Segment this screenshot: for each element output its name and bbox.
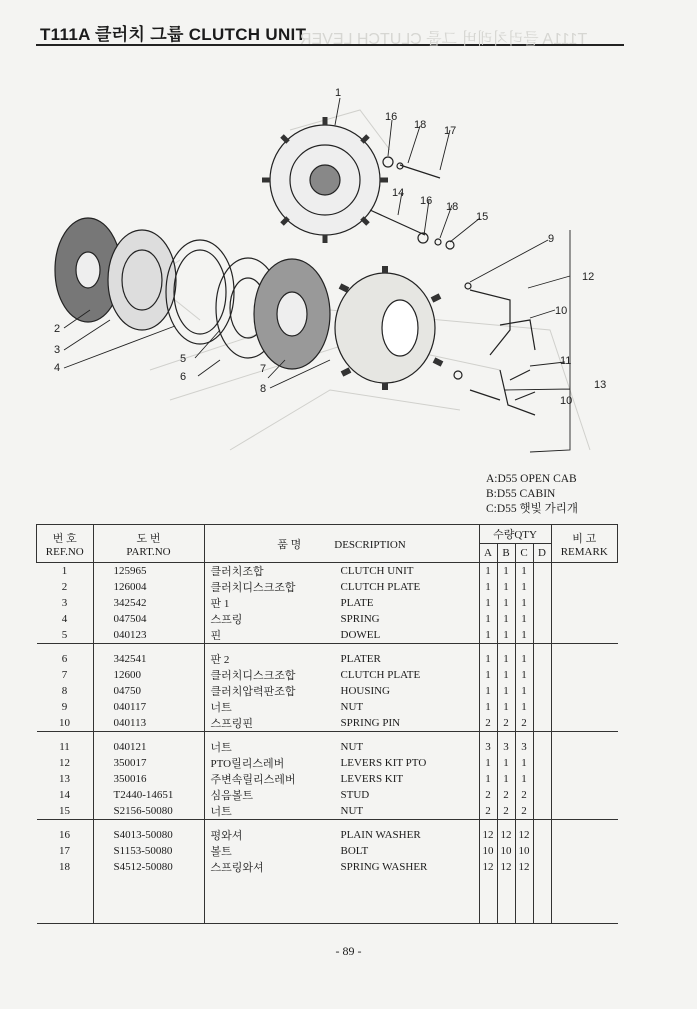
cell-b: 1	[497, 579, 515, 595]
header-qty-b: B	[497, 544, 515, 563]
cell-remark	[551, 611, 618, 627]
cell-a: 1	[479, 667, 497, 683]
cell-kor: 주변속릴리스레버	[210, 774, 296, 786]
callout-16a: 16	[385, 111, 398, 123]
cell-part: 350016	[93, 771, 204, 787]
cell-kor: 심음볼트	[210, 790, 254, 802]
header-description: 품 명 DESCRIPTION	[204, 525, 479, 563]
cell-c: 1	[515, 563, 533, 580]
cell-kor: 클러치디스크조합	[210, 582, 296, 594]
cell-desc: LEVERS KIT PTO	[339, 755, 480, 771]
cell-remark	[551, 771, 618, 787]
callout-12: 12	[582, 271, 595, 283]
cell-part: 040117	[93, 699, 204, 715]
table-filler-row	[37, 875, 618, 924]
cell-ref: 8	[37, 683, 94, 699]
cell-d	[533, 579, 551, 595]
cell-ref: 16	[37, 820, 94, 844]
cell-remark	[551, 803, 618, 820]
cell-b: 12	[497, 859, 515, 875]
cell-kor: 너트	[210, 742, 232, 754]
table-row	[37, 699, 618, 715]
cell-ref: 1	[37, 563, 94, 580]
cell-d	[533, 755, 551, 771]
cell-remark	[551, 715, 618, 732]
cell-desc: NUT	[339, 732, 480, 756]
cell-d	[533, 771, 551, 787]
cell-c: 12	[515, 820, 533, 844]
cell-d	[533, 787, 551, 803]
cell-kor: 클러치디스크조합	[210, 670, 296, 682]
cell-c: 2	[515, 803, 533, 820]
cell-ref: 17	[37, 843, 94, 859]
cell-kor: 평와셔	[210, 830, 243, 842]
legend-item-a: A:D55 OPEN CAB	[486, 473, 577, 485]
table-row	[37, 627, 618, 644]
cell-remark	[551, 595, 618, 611]
clutch-exploded-diagram	[30, 70, 630, 470]
cell-kor: 판 1	[210, 598, 230, 610]
cell-ref: 5	[37, 627, 94, 644]
cell-ref: 11	[37, 732, 94, 756]
cell-b: 2	[497, 803, 515, 820]
cell-kor: 클러치조합	[210, 566, 264, 578]
cell-ref: 13	[37, 771, 94, 787]
cell-b: 10	[497, 843, 515, 859]
callout-8: 8	[260, 383, 267, 395]
cell-d	[533, 683, 551, 699]
cell-a: 12	[479, 820, 497, 844]
cell-a: 10	[479, 843, 497, 859]
table-row	[37, 732, 618, 756]
cell-desc: PLATER	[339, 644, 480, 668]
callout-4: 4	[54, 362, 61, 374]
callout-7: 7	[260, 363, 267, 375]
cell-a: 1	[479, 579, 497, 595]
cell-a: 1	[479, 595, 497, 611]
table-row	[37, 579, 618, 595]
cell-kor: 클러치압력판조합	[210, 686, 296, 698]
callout-5: 5	[180, 353, 187, 365]
cell-part: 040123	[93, 627, 204, 644]
cell-ref: 9	[37, 699, 94, 715]
cell-b: 3	[497, 732, 515, 756]
cell-d	[533, 595, 551, 611]
cell-remark	[551, 820, 618, 844]
table-row	[37, 859, 618, 875]
cell-remark	[551, 563, 618, 580]
cell-desc: NUT	[339, 699, 480, 715]
cell-remark	[551, 699, 618, 715]
cell-a: 1	[479, 755, 497, 771]
cell-part: 350017	[93, 755, 204, 771]
cell-kor: 스프링와셔	[210, 862, 264, 874]
cell-b: 1	[497, 563, 515, 580]
cell-remark	[551, 683, 618, 699]
cell-c: 1	[515, 644, 533, 668]
cell-a: 1	[479, 563, 497, 580]
cell-c: 2	[515, 787, 533, 803]
cell-kor: 스프링	[210, 614, 243, 626]
cell-remark	[551, 627, 618, 644]
cell-b: 1	[497, 771, 515, 787]
callout-16b: 16	[420, 195, 433, 207]
part-12-pto-lever	[470, 290, 510, 355]
cell-ref: 12	[37, 755, 94, 771]
cell-part: S4013-50080	[93, 820, 204, 844]
cell-kor: 스프링핀	[204, 715, 339, 732]
callout-11: 11	[560, 355, 572, 367]
callout-18a: 18	[414, 119, 427, 131]
cell-b: 2	[497, 787, 515, 803]
cell-desc: SPRING	[339, 611, 480, 627]
cell-c: 1	[515, 683, 533, 699]
cell-desc: DOWEL	[339, 627, 480, 644]
cell-ref: 4	[37, 611, 94, 627]
table-row	[37, 803, 618, 820]
header-remark: 비 고 REMARK	[551, 525, 618, 563]
cell-a: 1	[479, 644, 497, 668]
bleed-through-title: T111A 클러치레버 그룹 CLUTCH LEVER	[300, 31, 588, 48]
table-row	[37, 787, 618, 803]
cell-remark	[551, 644, 618, 668]
cell-a: 1	[479, 611, 497, 627]
cell-part: S1153-50080	[93, 843, 204, 859]
cell-desc: STUD	[339, 787, 480, 803]
cell-d	[533, 563, 551, 580]
cell-desc: SPRING PIN	[339, 715, 480, 732]
cell-d	[533, 699, 551, 715]
cell-c: 12	[515, 859, 533, 875]
model-legend	[486, 472, 578, 517]
cell-a: 1	[479, 627, 497, 644]
callout-13: 13	[594, 379, 607, 391]
cell-remark	[551, 667, 618, 683]
table-row	[37, 667, 618, 683]
cell-c: 1	[515, 579, 533, 595]
cell-b: 1	[497, 627, 515, 644]
cell-a: 3	[479, 732, 497, 756]
cell-c: 1	[515, 771, 533, 787]
cell-ref: 6	[37, 644, 94, 668]
callout-9: 9	[548, 233, 555, 245]
cell-ref: 7	[37, 667, 94, 683]
table-row	[37, 843, 618, 859]
cell-part: 125965	[93, 563, 204, 580]
cell-c: 1	[515, 595, 533, 611]
table-row	[37, 755, 618, 771]
cell-c: 1	[515, 611, 533, 627]
cell-part: T2440-14651	[93, 787, 204, 803]
cell-b: 1	[497, 595, 515, 611]
callout-14: 14	[392, 187, 405, 199]
parts-table-body	[37, 563, 618, 924]
cell-d	[533, 859, 551, 875]
cell-d	[533, 627, 551, 644]
cell-part: 047504	[93, 611, 204, 627]
cell-b: 1	[497, 644, 515, 668]
callout-3: 3	[54, 344, 61, 356]
cell-ref: 15	[37, 803, 94, 820]
callout-17: 17	[444, 125, 457, 137]
page-number: - 89 -	[335, 944, 362, 958]
cell-part: S4512-50080	[93, 859, 204, 875]
cell-d	[533, 820, 551, 844]
part-13-lever-kit	[470, 370, 535, 415]
cell-remark	[551, 579, 618, 595]
cell-desc: NUT	[339, 803, 480, 820]
cell-b: 1	[497, 683, 515, 699]
cell-kor: 볼트	[210, 846, 232, 858]
cell-c: 1	[515, 755, 533, 771]
cell-kor: 판 2	[210, 654, 230, 666]
parts-table	[36, 524, 618, 924]
cell-kor: 너트	[210, 702, 232, 714]
cell-a: 1	[479, 771, 497, 787]
table-row	[37, 644, 618, 668]
cell-c: 2	[515, 715, 533, 732]
cell-a: 2	[479, 803, 497, 820]
part-14-stud	[370, 210, 425, 235]
cell-d	[533, 732, 551, 756]
callout-18b: 18	[446, 201, 459, 213]
cell-remark	[551, 787, 618, 803]
cell-c: 3	[515, 732, 533, 756]
table-row	[37, 683, 618, 699]
cell-desc: SPRING WASHER	[339, 859, 480, 875]
table-row	[37, 820, 618, 844]
cell-b: 1	[497, 755, 515, 771]
cell-desc: CLUTCH PLATE	[339, 667, 480, 683]
callout-1: 1	[335, 87, 342, 99]
callout-10a: 10	[555, 305, 568, 317]
cell-a: 12	[479, 859, 497, 875]
cell-kor: PTO릴리스레버	[210, 758, 285, 770]
cell-ref: 14	[37, 787, 94, 803]
part-17-bolt	[400, 165, 440, 178]
legend-item-c: C:D55 햇빛 가리개	[486, 503, 578, 515]
header-ref: 번 호 REF.NO	[37, 525, 94, 563]
cell-a: 2	[479, 787, 497, 803]
cell-part: S2156-50080	[93, 803, 204, 820]
cell-part: 12600	[93, 667, 204, 683]
cell-ref: 3	[37, 595, 94, 611]
cell-part: 04750	[93, 683, 204, 699]
cell-remark	[551, 732, 618, 756]
cell-kor: 너트	[204, 803, 339, 820]
header-qty-a: A	[479, 544, 497, 563]
cell-desc: CLUTCH PLATE	[339, 579, 480, 595]
cell-c: 10	[515, 843, 533, 859]
cell-desc: LEVERS KIT	[339, 771, 480, 787]
header-part: 도 번 PART.NO	[93, 525, 204, 563]
cell-b: 12	[497, 820, 515, 844]
cell-part: 040121	[93, 732, 204, 756]
cell-part: 126004	[93, 579, 204, 595]
cell-part: 342542	[93, 595, 204, 611]
header-qty: 수량QTY	[479, 525, 551, 544]
page-title: T111A 클러치 그룹 CLUTCH UNIT	[40, 25, 307, 44]
cell-remark	[551, 859, 618, 875]
cell-desc: HOUSING	[339, 683, 480, 699]
cell-ref: 18	[37, 859, 94, 875]
cell-b: 2	[497, 715, 515, 732]
cell-c: 1	[515, 667, 533, 683]
cell-b: 1	[497, 699, 515, 715]
table-row	[37, 563, 618, 580]
cell-c: 1	[515, 627, 533, 644]
cell-d	[533, 667, 551, 683]
cell-d	[533, 715, 551, 732]
cell-a: 2	[479, 715, 497, 732]
table-row	[37, 771, 618, 787]
table-row	[37, 611, 618, 627]
legend-item-b: B:D55 CABIN	[486, 488, 556, 500]
table-row	[37, 715, 618, 732]
cell-b: 1	[497, 611, 515, 627]
callout-15: 15	[476, 211, 489, 223]
cell-remark	[551, 755, 618, 771]
cell-remark	[551, 843, 618, 859]
header-qty-c: C	[515, 544, 533, 563]
cell-kor: 핀	[204, 627, 339, 644]
cell-d	[533, 803, 551, 820]
cell-desc: PLATE	[339, 595, 480, 611]
cell-d	[533, 843, 551, 859]
cell-part: 342541	[93, 644, 204, 668]
cell-desc: BOLT	[339, 843, 480, 859]
cell-b: 1	[497, 667, 515, 683]
callout-6: 6	[180, 371, 187, 383]
header-qty-d: D	[533, 544, 551, 563]
table-row	[37, 595, 618, 611]
cell-desc: CLUTCH UNIT	[339, 563, 480, 580]
cell-part: 040113	[93, 715, 204, 732]
cell-d	[533, 644, 551, 668]
cell-ref: 2	[37, 579, 94, 595]
cell-desc: PLAIN WASHER	[339, 820, 480, 844]
cell-d	[533, 611, 551, 627]
part-3-plate	[108, 230, 176, 330]
cell-c: 1	[515, 699, 533, 715]
cell-a: 1	[479, 683, 497, 699]
callout-2: 2	[54, 323, 61, 335]
part-4-spring	[166, 240, 234, 344]
cell-ref: 10	[37, 715, 94, 732]
callout-10b: 10	[560, 395, 573, 407]
cell-a: 1	[479, 699, 497, 715]
